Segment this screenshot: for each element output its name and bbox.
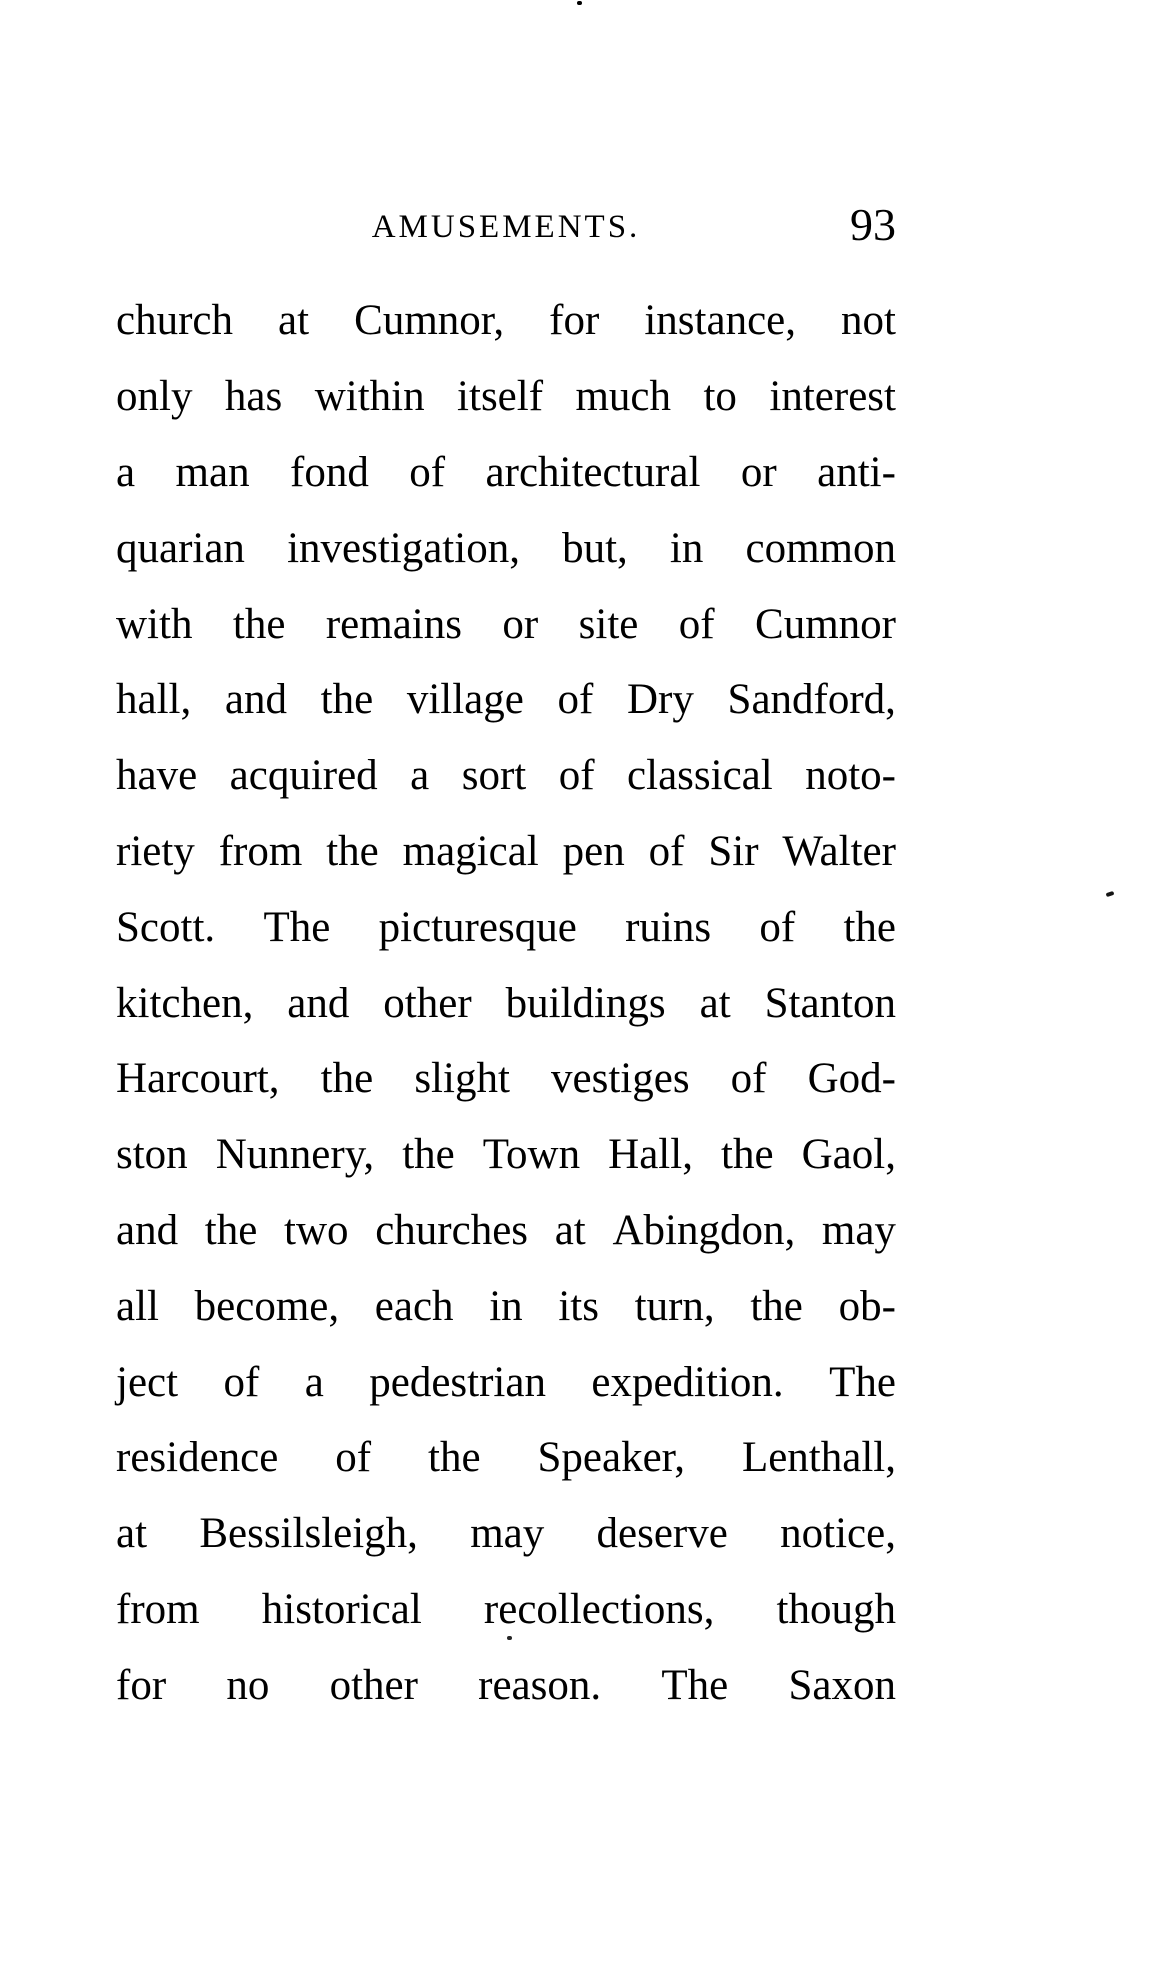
word: at bbox=[554, 1206, 586, 1254]
word: church bbox=[116, 297, 233, 345]
word: historical bbox=[261, 1585, 422, 1633]
word: from bbox=[116, 1585, 200, 1633]
body-text-line bbox=[116, 435, 896, 511]
word: and bbox=[287, 979, 350, 1027]
word: anti- bbox=[817, 448, 896, 496]
word: and bbox=[116, 1206, 179, 1254]
word: residence bbox=[116, 1434, 279, 1482]
word: ject bbox=[116, 1358, 179, 1406]
word: for bbox=[116, 1661, 167, 1709]
word: of bbox=[335, 1434, 372, 1482]
word: at bbox=[699, 979, 731, 1027]
word: riety bbox=[116, 827, 195, 875]
word: may bbox=[470, 1510, 545, 1558]
word: classical bbox=[627, 752, 773, 800]
body-text-block bbox=[116, 283, 896, 1723]
word: instance, bbox=[644, 297, 796, 345]
word: reason. bbox=[478, 1661, 602, 1709]
word: pen bbox=[562, 827, 625, 875]
word: magical bbox=[402, 827, 539, 875]
word: sort bbox=[461, 752, 527, 800]
body-text-line bbox=[116, 283, 896, 359]
word: the bbox=[402, 1131, 455, 1179]
body-text-line bbox=[116, 1344, 896, 1420]
word: become, bbox=[194, 1282, 340, 1330]
word: ruins bbox=[625, 903, 712, 951]
body-text-line bbox=[116, 359, 896, 435]
word: common bbox=[745, 524, 896, 572]
word: with bbox=[116, 600, 193, 648]
word: architectural bbox=[485, 448, 701, 496]
word: the bbox=[428, 1434, 481, 1482]
word: in bbox=[669, 524, 704, 572]
body-text-line bbox=[116, 1496, 896, 1572]
word: ston bbox=[116, 1131, 188, 1179]
word: have bbox=[116, 752, 198, 800]
word: for bbox=[549, 297, 600, 345]
word: slight bbox=[414, 1055, 510, 1103]
word: The bbox=[263, 903, 331, 951]
word: Sandford, bbox=[727, 676, 896, 724]
word: picturesque bbox=[378, 903, 577, 951]
scan-speck-top bbox=[577, 1, 582, 5]
word: the bbox=[232, 600, 286, 648]
word: Walter bbox=[782, 827, 896, 875]
word: turn, bbox=[634, 1282, 715, 1330]
body-text-line bbox=[116, 1268, 896, 1344]
word: vestiges bbox=[551, 1055, 690, 1103]
word: remains bbox=[325, 600, 462, 648]
word: Nunnery, bbox=[215, 1131, 375, 1179]
body-text-line bbox=[116, 1647, 896, 1723]
word: and bbox=[224, 676, 287, 724]
word: deserve bbox=[596, 1510, 728, 1558]
word: its bbox=[558, 1282, 599, 1330]
word: the bbox=[320, 1055, 374, 1103]
word: Stanton bbox=[764, 979, 896, 1027]
word: the bbox=[320, 676, 374, 724]
body-text-line bbox=[116, 662, 896, 738]
word: other bbox=[329, 1661, 418, 1709]
word: Hall, bbox=[608, 1131, 693, 1179]
body-text-line bbox=[116, 1193, 896, 1269]
word: Dry bbox=[627, 676, 694, 724]
word: itself bbox=[457, 373, 544, 421]
body-text-line bbox=[116, 814, 896, 890]
body-text-line bbox=[116, 510, 896, 586]
running-title: AMUSEMENTS. bbox=[371, 209, 641, 245]
word: of bbox=[648, 827, 685, 875]
word: Scott. bbox=[116, 903, 216, 951]
word: the bbox=[721, 1131, 774, 1179]
word: noto- bbox=[805, 752, 896, 800]
word: at bbox=[278, 297, 310, 345]
word: Abingdon, bbox=[612, 1206, 796, 1254]
body-text-line bbox=[116, 586, 896, 662]
word: hall, bbox=[116, 676, 192, 724]
scan-speck-lower bbox=[507, 1636, 512, 1640]
word: of bbox=[409, 448, 446, 496]
word: God- bbox=[807, 1055, 896, 1103]
word: of bbox=[557, 676, 594, 724]
word: of bbox=[223, 1358, 260, 1406]
word: within bbox=[314, 373, 425, 421]
word: pedestrian bbox=[369, 1358, 546, 1406]
word: other bbox=[383, 979, 472, 1027]
word: the bbox=[204, 1206, 258, 1254]
word: only bbox=[116, 373, 193, 421]
scan-speck-right-margin bbox=[1106, 891, 1115, 897]
word: in bbox=[489, 1282, 523, 1330]
word: Bessilsleigh, bbox=[199, 1510, 418, 1558]
word: buildings bbox=[505, 979, 666, 1027]
word: a bbox=[116, 448, 136, 496]
word: the bbox=[750, 1282, 803, 1330]
word: not bbox=[841, 297, 896, 345]
word: investigation, bbox=[287, 524, 520, 572]
word: acquired bbox=[229, 752, 378, 800]
word: at bbox=[116, 1510, 148, 1558]
word: site bbox=[578, 600, 639, 648]
word: from bbox=[218, 827, 303, 875]
word: The bbox=[829, 1358, 896, 1406]
word: Cumnor, bbox=[354, 297, 505, 345]
word: Saxon bbox=[788, 1661, 896, 1709]
word: may bbox=[821, 1206, 896, 1254]
word: village bbox=[406, 676, 524, 724]
word: of bbox=[558, 752, 595, 800]
word: a bbox=[304, 1358, 324, 1406]
word: interest bbox=[769, 373, 896, 421]
word: Sir bbox=[708, 827, 759, 875]
word: or bbox=[740, 448, 777, 496]
page-number: 93 bbox=[850, 199, 896, 250]
word: kitchen, bbox=[116, 979, 254, 1027]
word: of bbox=[678, 600, 715, 648]
word: no bbox=[226, 1661, 270, 1709]
body-text-line bbox=[116, 1572, 896, 1648]
word: fond bbox=[290, 448, 369, 496]
word: or bbox=[502, 600, 539, 648]
body-text-line bbox=[116, 965, 896, 1041]
body-text-line bbox=[116, 738, 896, 814]
word: though bbox=[776, 1585, 896, 1633]
word: Lenthall, bbox=[741, 1434, 896, 1482]
word: two bbox=[284, 1206, 349, 1254]
word: has bbox=[224, 373, 283, 421]
word: The bbox=[661, 1661, 729, 1709]
word: quarian bbox=[116, 524, 245, 572]
word: Harcourt, bbox=[116, 1055, 280, 1103]
word: expedition. bbox=[591, 1358, 784, 1406]
word: Gaol, bbox=[801, 1131, 896, 1179]
word: of bbox=[759, 903, 796, 951]
word: recollections, bbox=[483, 1585, 715, 1633]
word: much bbox=[575, 373, 672, 421]
running-header bbox=[116, 0, 896, 265]
word: a bbox=[410, 752, 430, 800]
word: man bbox=[175, 448, 250, 496]
word: ob- bbox=[838, 1282, 896, 1330]
word: the bbox=[843, 903, 896, 951]
word: to bbox=[703, 373, 737, 421]
word: Speaker, bbox=[537, 1434, 686, 1482]
word: but, bbox=[562, 524, 628, 572]
body-text-line bbox=[116, 1041, 896, 1117]
word: each bbox=[374, 1282, 454, 1330]
word: of bbox=[730, 1055, 767, 1103]
word: notice, bbox=[780, 1510, 896, 1558]
word: all bbox=[116, 1282, 159, 1330]
body-text-line bbox=[116, 889, 896, 965]
word: Town bbox=[482, 1131, 581, 1179]
word: churches bbox=[375, 1206, 529, 1254]
body-text-line bbox=[116, 1420, 896, 1496]
word: Cumnor bbox=[755, 600, 896, 648]
word: the bbox=[326, 827, 379, 875]
body-text-line bbox=[116, 1117, 896, 1193]
